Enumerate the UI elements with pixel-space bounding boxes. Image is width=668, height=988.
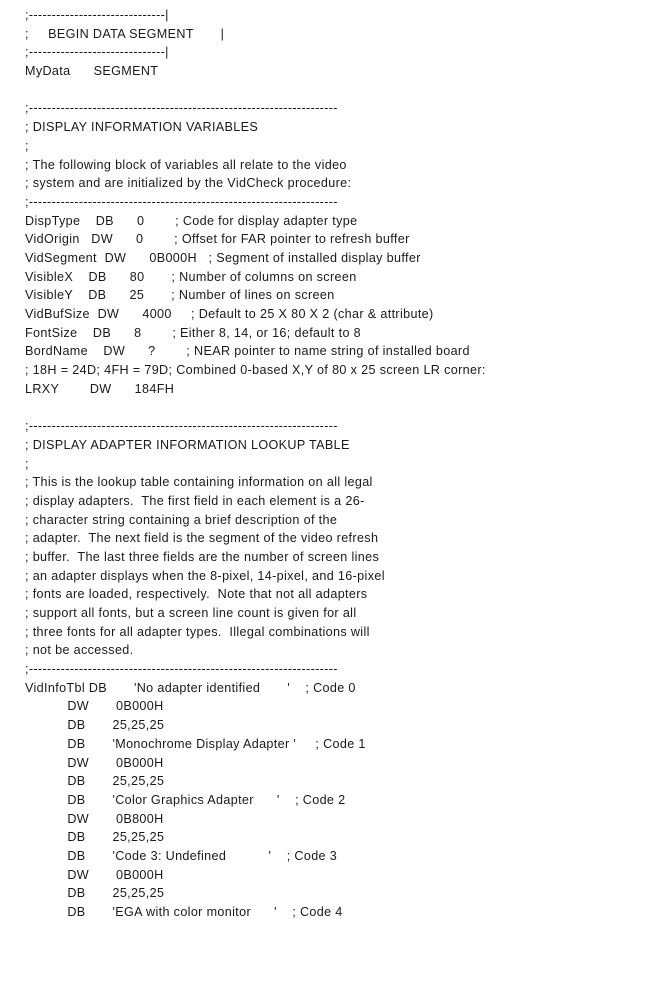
- code-line: MyData SEGMENT: [25, 64, 159, 79]
- code-line: DW 0B000H: [25, 699, 164, 714]
- code-line: VisibleX DB 80 ; Number of columns on screen: [25, 269, 357, 284]
- code-line: VidInfoTbl DB 'No adapter identified ' ; Code 0: [25, 680, 356, 695]
- code-line: ;: [25, 456, 29, 471]
- code-line: [25, 398, 665, 417]
- code-line: ;------------------------------|: [25, 8, 169, 22]
- code-line: ;--------------------------------------------------------------------: [25, 194, 338, 209]
- code-line: ; three fonts for all adapter types. Illegal combinations will: [25, 624, 370, 639]
- code-line: VidOrigin DW 0 ; Offset for FAR pointer to refresh buffer: [25, 232, 410, 247]
- code-line: ;--------------------------------------------------------------------: [25, 419, 338, 434]
- code-line: DB 25,25,25: [25, 718, 165, 733]
- code-line: ;--------------------------------------------------------------------: [25, 662, 338, 677]
- code-line: DB 'Color Graphics Adapter ' ; Code 2: [25, 792, 346, 807]
- code-line: VidSegment DW 0B000H ; Segment of installed display buffer: [25, 250, 421, 265]
- code-line: DW 0B000H: [25, 867, 164, 882]
- code-listing: [25, 6, 665, 922]
- code-line: DW 0B800H: [25, 811, 164, 826]
- code-line: DB 25,25,25: [25, 774, 165, 789]
- code-line: DB 25,25,25: [25, 830, 165, 845]
- code-line: ; The following block of variables all relate to the video: [25, 157, 347, 172]
- code-line: [25, 81, 665, 100]
- code-line: ;--------------------------------------------------------------------: [25, 101, 338, 116]
- code-line: ; BEGIN DATA SEGMENT |: [25, 26, 225, 41]
- code-line: ; support all fonts, but a screen line count is given for all: [25, 606, 357, 620]
- code-line: DW 0B000H: [25, 755, 164, 770]
- code-line: VidBufSize DW 4000 ; Default to 25 X 80 X 2 (char & attribute): [25, 307, 434, 321]
- code-line: VisibleY DB 25 ; Number of lines on screen: [25, 288, 335, 303]
- code-line: ; display adapters. The first field in each element is a 26-: [25, 493, 365, 508]
- code-line: ; 18H = 24D; 4FH = 79D; Combined 0-based X,Y of 80 x 25 screen LR corner:: [25, 363, 486, 378]
- code-line: ; This is the lookup table containing information on all legal: [25, 475, 373, 490]
- code-line: FontSize DB 8 ; Either 8, 14, or 16; default to 8: [25, 325, 362, 340]
- code-line: LRXY DW 184FH: [25, 381, 175, 396]
- code-line: ; buffer. The last three fields are the number of screen lines: [25, 549, 380, 564]
- code-line: DB 'Monochrome Display Adapter ' ; Code 1: [25, 736, 366, 751]
- code-line: ; an adapter displays when the 8-pixel, 14-pixel, and 16-pixel: [25, 568, 385, 583]
- code-line: ; not be accessed.: [25, 643, 134, 658]
- code-line: ; DISPLAY ADAPTER INFORMATION LOOKUP TABLE: [25, 437, 350, 452]
- code-line: DB 25,25,25: [25, 886, 165, 901]
- code-line: DB 'EGA with color monitor ' ; Code 4: [25, 905, 343, 919]
- code-line: ;: [25, 138, 29, 153]
- code-line: DispType DB 0 ; Code for display adapter type: [25, 213, 358, 228]
- code-line: BordName DW ? ; NEAR pointer to name string of installed board: [25, 344, 470, 359]
- code-line: ; character string containing a brief description of the: [25, 512, 338, 527]
- code-line: ; DISPLAY INFORMATION VARIABLES: [25, 120, 259, 135]
- code-line: ; adapter. The next field is the segment of the video refresh: [25, 531, 379, 546]
- code-line: ; system and are initialized by the VidCheck procedure:: [25, 176, 352, 191]
- code-line: DB 'Code 3: Undefined ' ; Code 3: [25, 848, 338, 863]
- code-line: ; fonts are loaded, respectively. Note that not all adapters: [25, 587, 368, 602]
- code-line: ;------------------------------|: [25, 45, 169, 60]
